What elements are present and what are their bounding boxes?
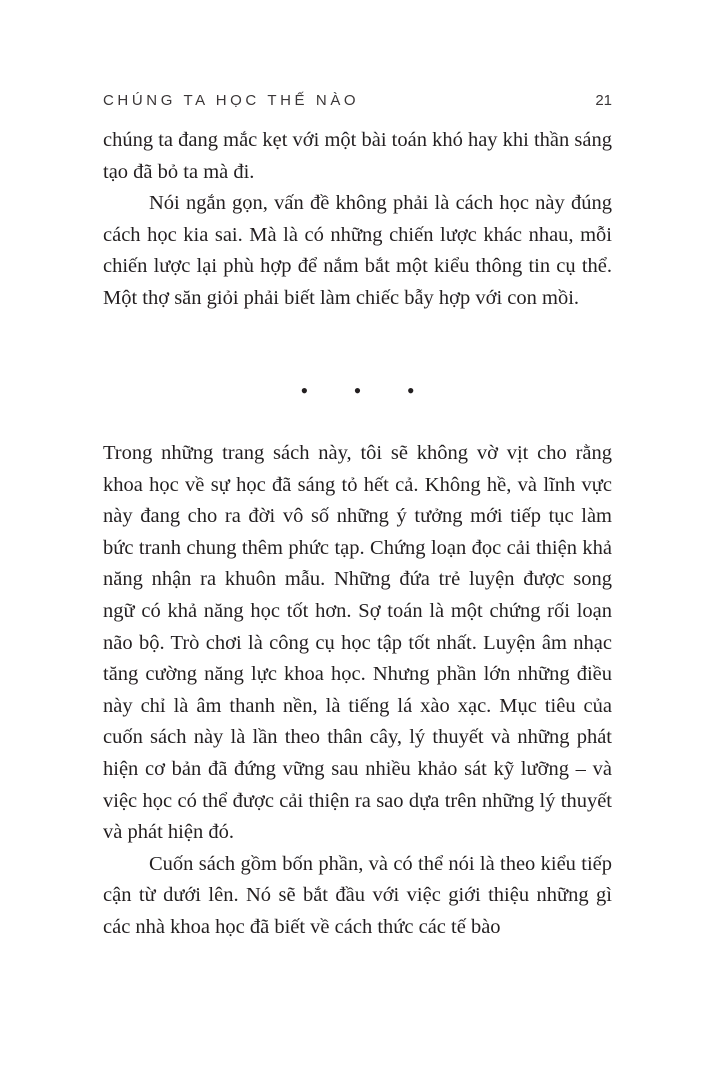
paragraph-continued: chúng ta đang mắc kẹt với một bài toán khó hay khi thần sáng tạo đã bỏ ta mà đi.	[103, 129, 612, 183]
paragraph-science-of-learning: Trong những trang sách này, tôi sẽ không vờ vịt cho rằng khoa học về sự học đã sáng tỏ hết cả. Không hề, và lĩnh vực này đang cho ra đời vô số những ý tưởng mới tiếp tục làm bức tranh chung thêm phức tạp. Chứng loạn đọc cải thiện khả năng nhận ra khuôn mẫu. Những đứa trẻ luyện được song ngữ có khả năng học tốt hơn. Sợ toán là một chứng rối loạn não bộ. Trò chơi là công cụ học tập tốt nhất. Luyện âm nhạc tăng cường năng lực khoa học. Nhưng phần lớn những điều này chỉ là âm thanh nền, là tiếng lá xào xạc. Mục tiêu của cuốn sách này là lần theo thân cây, lý thuyết và những phát hiện cơ bản đã đứng vững sau nhiều khảo sát kỹ lưỡng – và việc học có thể được cải thiện ra sao dựa trên những lý thuyết và phát hiện đó.	[103, 442, 612, 844]
section-break-dots: • • •	[300, 378, 435, 403]
page-number: 21	[595, 92, 612, 109]
text-block-bottom	[103, 438, 612, 944]
text-block-top	[103, 125, 612, 315]
paragraph-book-structure: Cuốn sách gồm bốn phần, và có thể nói là theo kiểu tiếp cận từ dưới lên. Nó sẽ bắt đầu với việc giới thiệu những gì các nhà khoa học đã biết về cách thức các tế bào	[103, 852, 612, 938]
paragraph-summary: Nói ngắn gọn, vấn đề không phải là cách học này đúng cách học kia sai. Mà là có những chiến lược khác nhau, mỗi chiến lược lại phù hợp để nắm bắt một kiểu thông tin cụ thể. Một thợ săn giỏi phải biết làm chiếc bẫy hợp với con mồi.	[103, 192, 612, 309]
running-head	[103, 90, 612, 114]
running-title: CHÚNG TA HỌC THẾ NÀO	[103, 92, 360, 109]
